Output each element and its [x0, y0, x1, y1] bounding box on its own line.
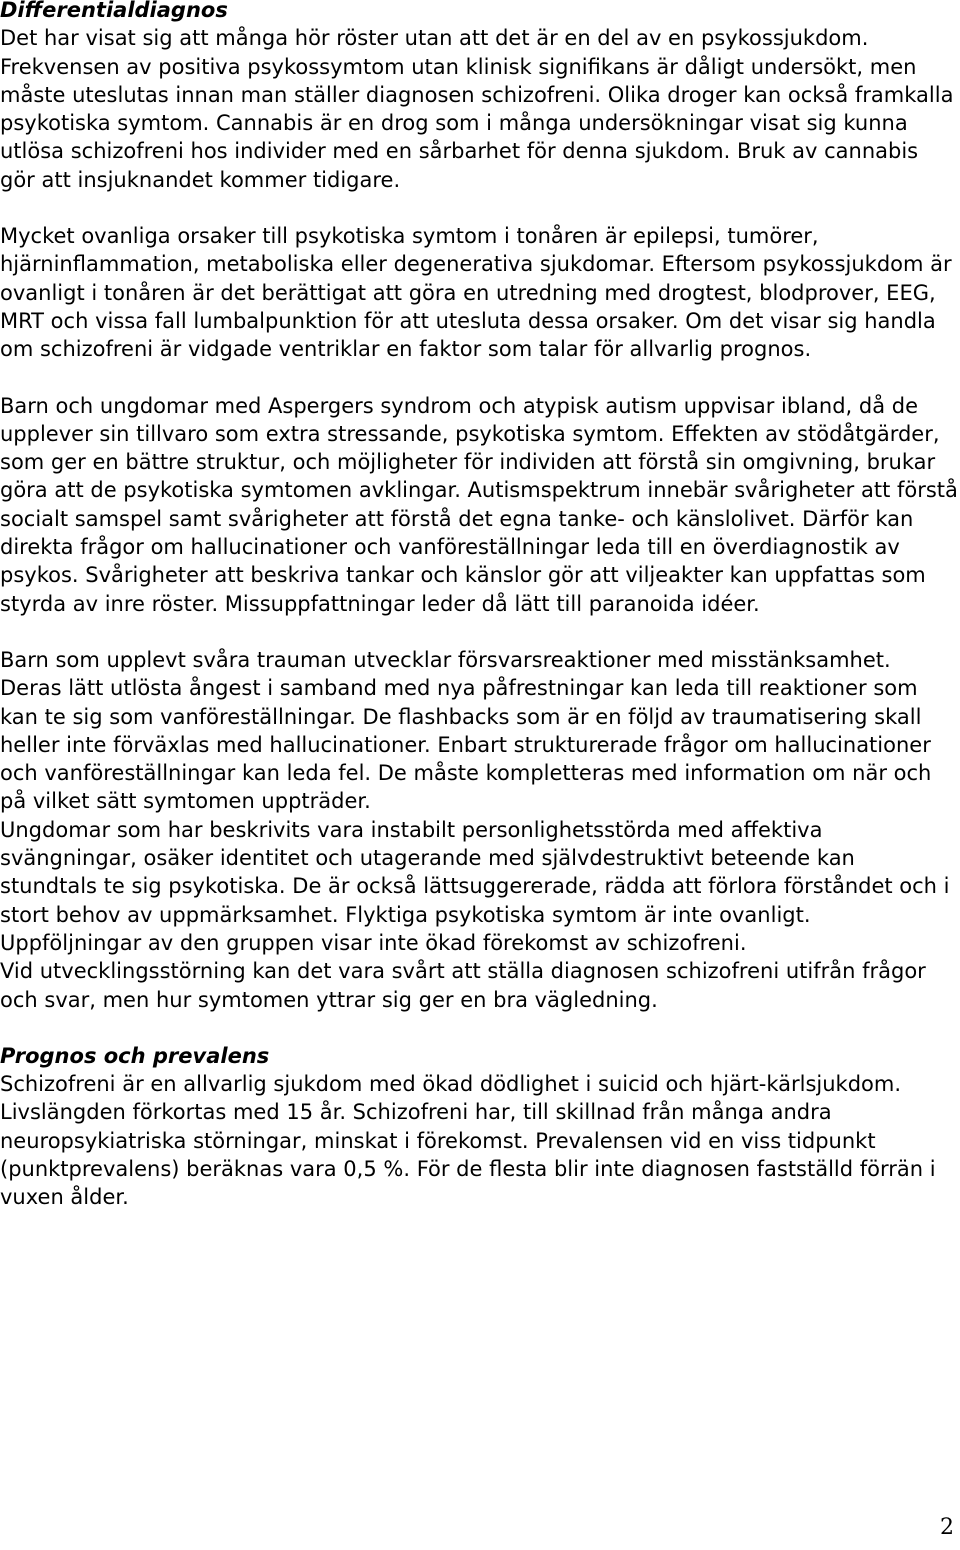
section-heading-differential: Differentialdiagnos: [0, 0, 228, 22]
page-number: 2: [940, 1515, 954, 1540]
paragraph-voices-and-drugs: Det har visat sig att många hör röster utan att det är en del av en psykossjukdom. Frekvensen av positiva psykossymtom utan klinisk signifikans är dåligt undersökt, men måste uteslutas innan man ställer diagnosen schizofreni. Olika droger kan också framkalla psykotiska symtom. Cannabis är en drog som i många undersökningar visat sig kunna utlösa schizofreni hos individer med en sårbarhet för denna sjukdom. Bruk av cannabis gör att insjuknandet kommer tidigare.: [0, 26, 954, 192]
paragraph-personality-disorder: Ungdomar som har beskrivits vara instabilt personlighetsstörda med affektiva svängningar, osäker identitet och utagerande med självdestruktivt beteende kan stundtals te sig psykotiska. De är också lättsuggererade, rädda att förlora förståndet och i stort behov av uppmärksamhet. Flyktiga psykotiska symtom är inte ovanligt. Uppföljningar av den gruppen visar inte ökad förekomst av schizofreni.: [0, 817, 950, 955]
paragraph-rare-causes: Mycket ovanliga orsaker till psykotiska symtom i tonåren är epilepsi, tumörer, hjärninflammation, metaboliska eller degenerativa sjukdomar. Eftersom psykossjukdom är ovanligt i tonåren är det berättigat att göra en utredning med drogtest, blodprover, EEG, MRT och vissa fall lumbalpunktion för att utesluta dessa orsaker. Om det visar sig handla om schizofreni är vidgade ventriklar en faktor som talar för allvarlig prognos.: [0, 224, 952, 362]
paragraph-gap: [0, 1014, 958, 1042]
paragraph-trauma: Barn som upplevt svåra trauman utvecklar försvarsreaktioner med misstänksamhet. Deras lätt utlösta ångest i samband med nya påfrestningar kan leda till reaktioner som kan te sig som vanföreställningar. De flashbacks som är en följd av traumatisering skall heller inte förväxlas med hallucinationer. Enbart strukturerade frågor om hallucinationer och vanföreställningar kan leda fel. De måste kompletteras med information om när och på vilket sätt symtomen uppträder.: [0, 647, 932, 814]
paragraph-intellectual-disability: Vid utvecklingsstörning kan det vara svårt att ställa diagnosen schizofreni utifrån frågor och svar, men hur symtomen yttrar sig ger en bra vägledning.: [0, 959, 926, 1012]
section-heading-prognosis: Prognos och prevalens: [0, 1043, 270, 1068]
paragraph-autism: Barn och ungdomar med Aspergers syndrom och atypisk autism uppvisar ibland, då de upplever sin tillvaro som extra stressande, psykotiska symtom. Effekten av stödåtgärder, som ger en bättre struktur, och möjligheter för individen att förstå sin omgivning, brukar göra att de psykotiska symtomen avklingar. Autismspektrum innebär svårigheter att förstå socialt samspel samt svårigheter att förstå det egna tanke- och känslolivet. Därför kan direkta frågor om hallucinationer och vanföreställningar leda till en överdiagnostik av psykos. Svårigheter att beskriva tankar och känslor gör att viljeakter kan uppfattas som styrda av inre röster. Missuppfattningar leder då lätt till paranoida idéer.: [0, 393, 958, 616]
paragraph-gap: [0, 364, 958, 392]
paragraph-prognosis: Schizofreni är en allvarlig sjukdom med ökad dödlighet i suicid och hjärt-kärlsjukdom. Livslängden förkortas med 15 år. Schizofreni har, till skillnad från många andra neuropsykiatriska störningar, minskat i förekomst. Prevalensen vid en viss tidpunkt (punktprevalens) beräknas vara 0,5 %. För de flesta blir inte diagnosen fastställd förrän i vuxen ålder.: [0, 1072, 936, 1210]
paragraph-gap: [0, 194, 958, 222]
paragraph-gap: [0, 618, 958, 646]
